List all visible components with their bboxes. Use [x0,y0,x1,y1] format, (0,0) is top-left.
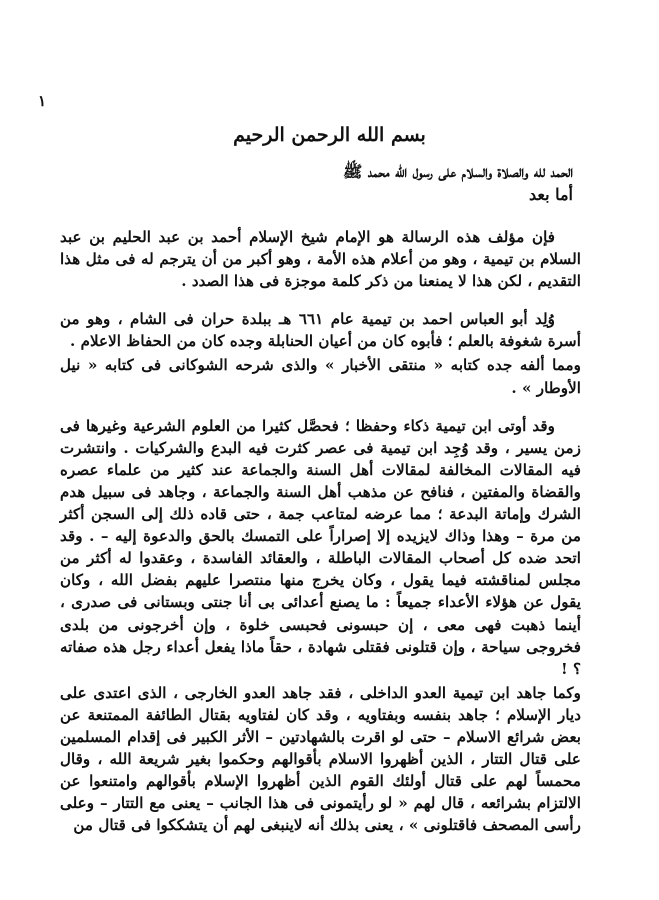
paragraph-grandfather-book: ومما ألفه جده كتابه « منتقى الأخبار » والذى شرحه الشوكانى فى كتابه « نيل الأوطار » . [60,356,581,397]
page-number: ١ [38,92,47,110]
paragraph-scholarship: وقد أوتى ابن تيمية ذكاء وحفظا ؛ فحصَّل كثيرا من العلوم الشرعية وغيرها فى زمن يسير ، وقد وُجِد ابن تيمية فى عصر كثرت فيه البدع والشركيات . وانتشرت فيه المقالات المخالفة لمقالات أهل السنة والجماعة عند كثير من علماء عصره والقضاة والمفتين ، فنافح عن مذهب أهل السنة والجماعة ، وجاهد فى سبيل هدم الشرك وإماتة البدعة ؛ مما عرضه لمتاعب جمة ، حتى قاده ذلك إلى السجن أكثر من مرة – وهذا وذاك لايزيده إلا إصراراً على التمسك بالحق والدعوة إليه – . وقد اتحد ضده كل أصحاب المقالات الباطلة ، والعقائد الفاسدة ، وعقدوا له أكثر من مجلس لمناقشته فيما يقول ، وكان يخرج منها منتصرا عليهم بفضل الله ، وكان يقول عن هؤلاء الأعداء جميعاً : ما يصنع أعدائى بى أنا جنتى وبستانى فى صدرى ، أينما ذهبت فهى معى ، إن حبسونى فحبسى خلوة ، وإن أخرجونى من بلدى فخروجى سياحة ، وإن قتلونى فقتلى شهادة ، حقاً ماذا يفعل أعداء رجل هذه صفاته ؟ ! [60,416,581,678]
paragraph-introduction: فإن مؤلف هذه الرسالة هو الإمام شيخ الإسلام أحمد بن عبد الحليم بن عبد السلام بن تيمية ، وهو من أعلام هذه الأمة ، وهو أكبر من أن يترجم له فى مثل هذا التقديم ، لكن هذا لا يمنعنا من ذكر كلمة موجزة فى هذا الصدد . [60,228,581,291]
opening-praise: الحمد لله والصلاة والسلام على رسول الله محمد ﷺ [342,162,573,181]
basmala-heading: بسم الله الرحمن الرحيم [233,124,426,146]
paragraph-jihad: وكما جاهد ابن تيمية العدو الداخلى ، فقد جاهد العدو الخارجى ، الذى اعتدى على ديار الإسلام ؛ جاهد بنفسه وبفتاويه ، وقد كان لفتاويه بقتال الطائفة الممتنعة عن بعض شرائع الاسلام – حتى لو اقرت بالشهادتين – الأثر الكبير فى إقدام المسلمين على قتال التتار ، الذين أظهروا الاسلام بأقوالهم وحكموا بغير شريعة الله ، وقال محمساً لهم على قتال أولئك القوم الذين أظهروا الإسلام بأقوالهم وامتنعوا عن الالتزام بشرائعه ، قال لهم « لو رأيتمونى فى هذا الجانب – يعنى مع التتار – وعلى رأسى المصحف فاقتلونى » ، يعنى بذلك أنه لاينبغى لهم أن يتشككوا فى قتال من [60,683,581,835]
paragraph-birth: وُلِد أبو العباس احمد بن تيمية عام ٦٦١ هـ ببلدة حران فى الشام ، وهو من أسرة شغوفة بالعلم ؛ فأبوه كان من أعيان الحنابلة وجده كان من الحفاظ الاعلام . [60,310,581,351]
opening-block [93,160,573,206]
opening-amma-baad: أما بعد [528,185,573,204]
body-text [60,226,581,836]
